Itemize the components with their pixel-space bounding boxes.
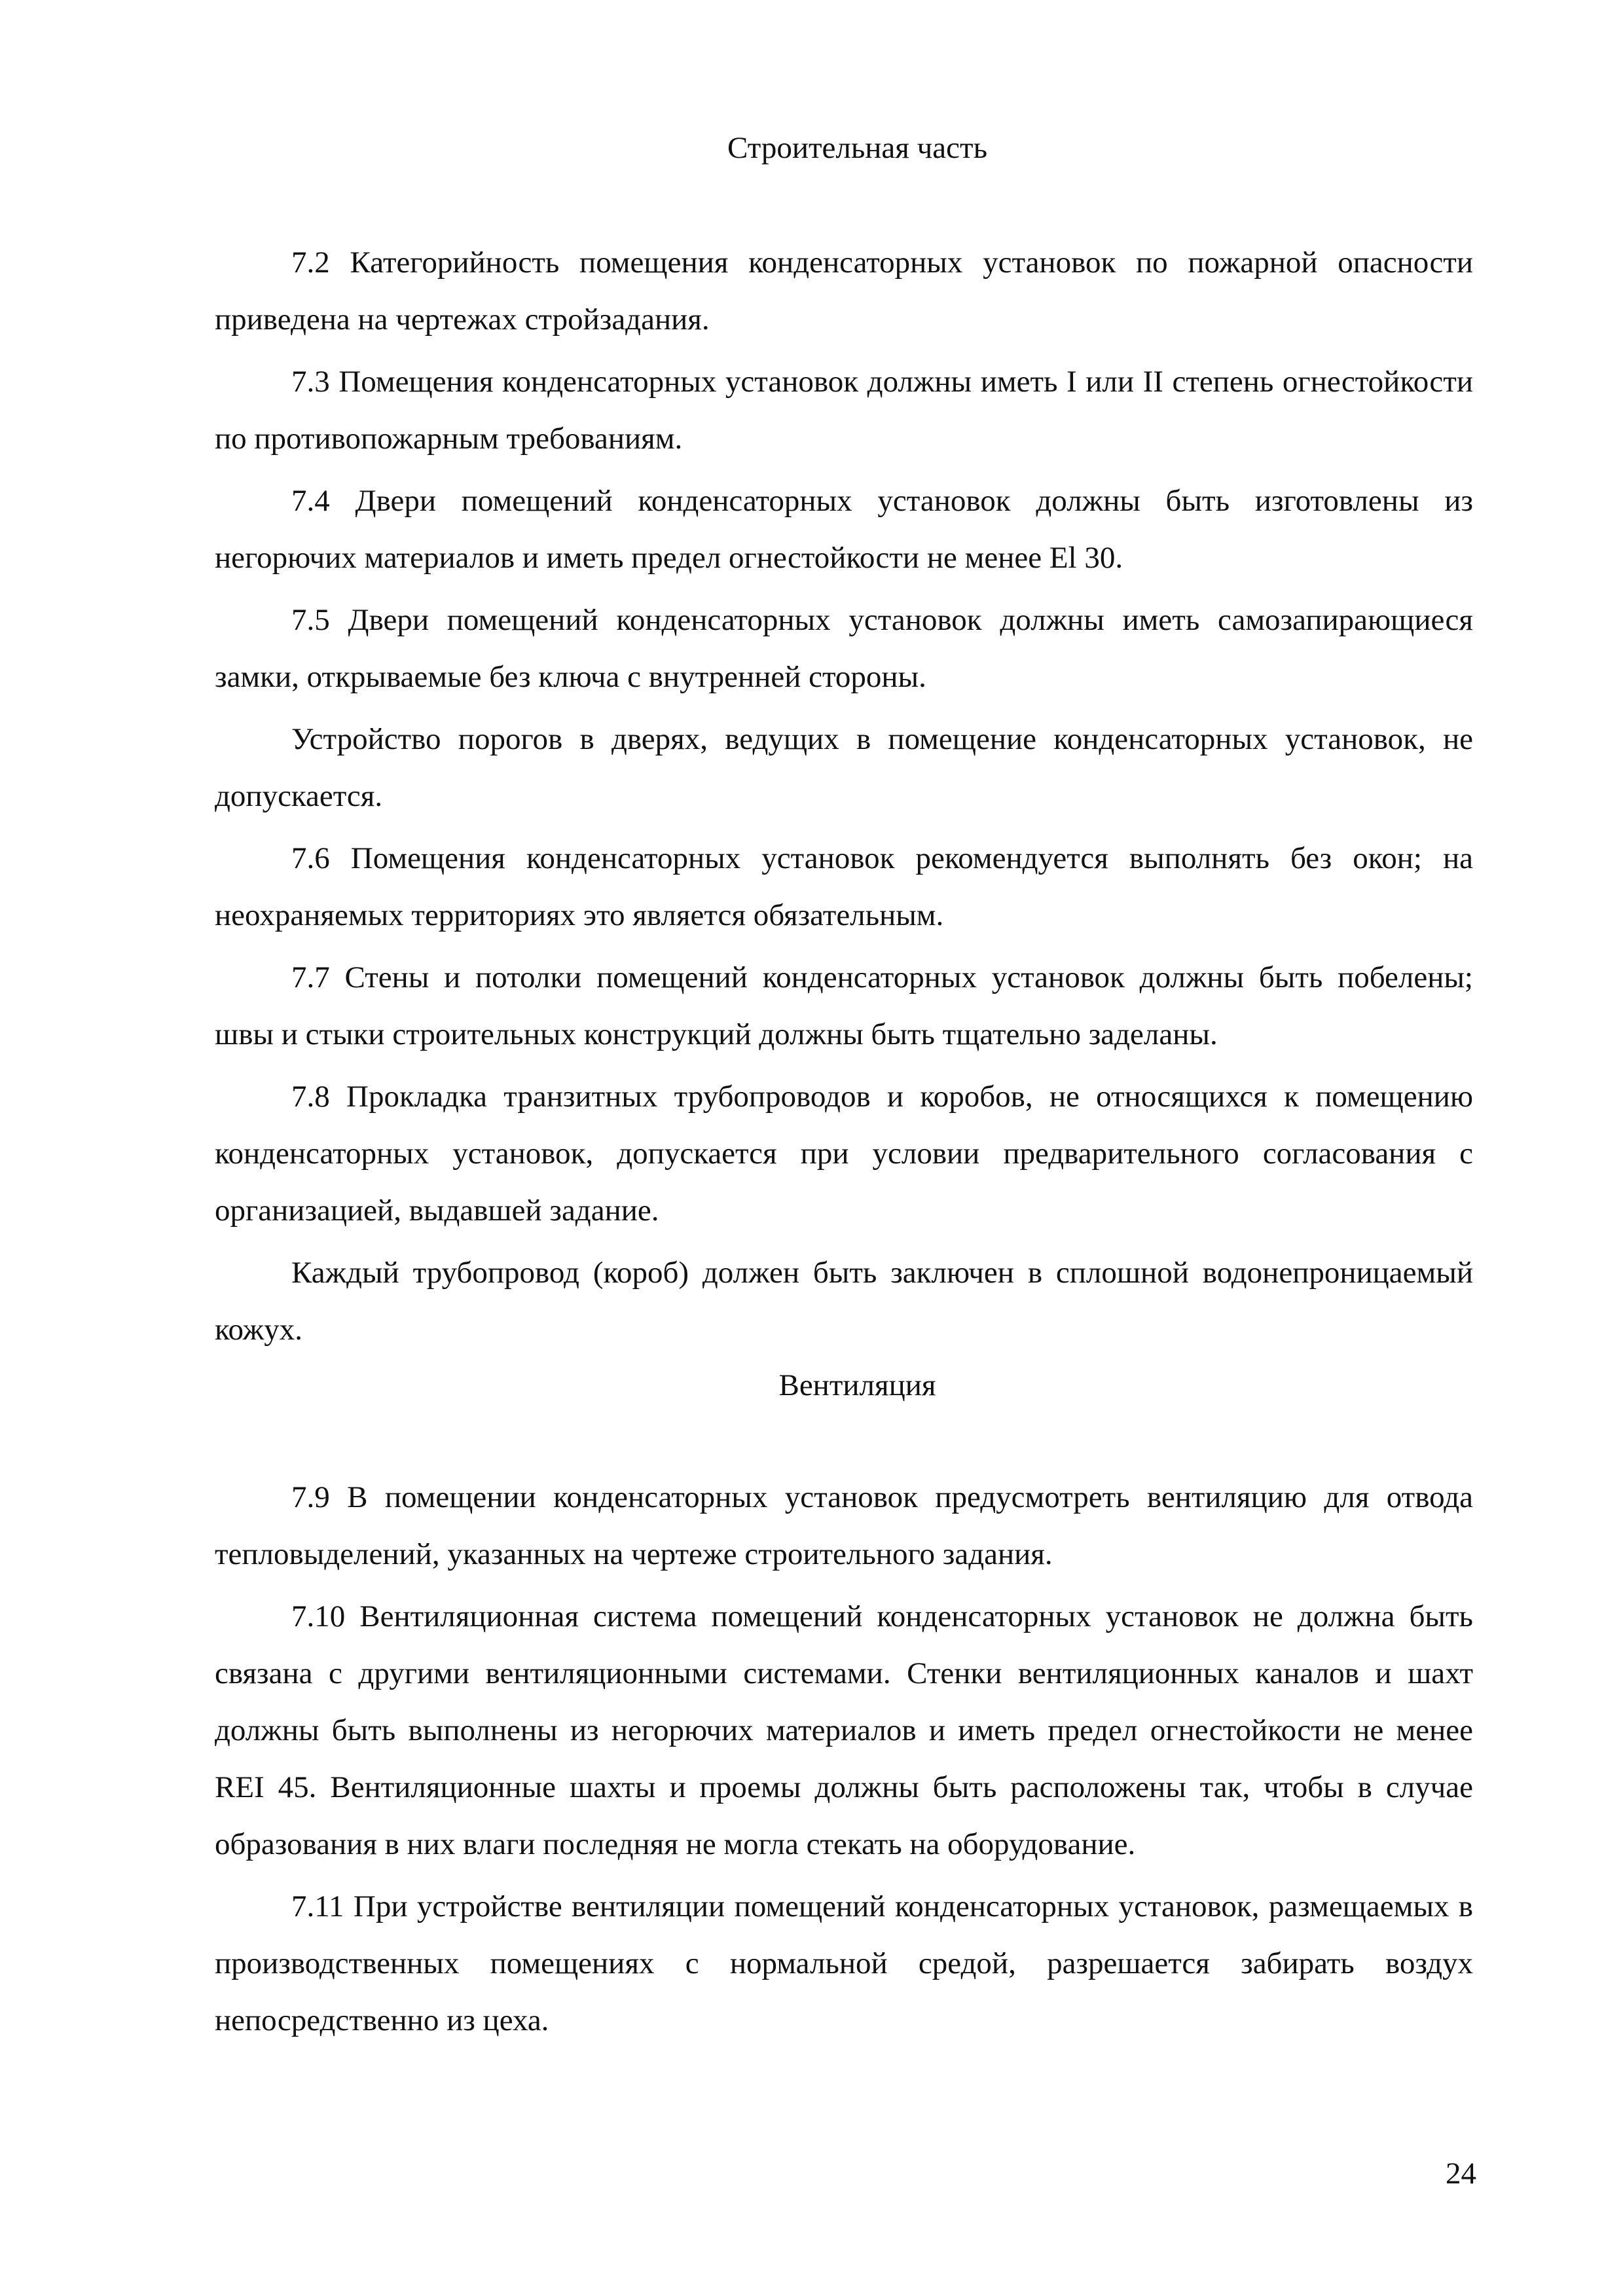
paragraph-7-7: 7.7 Стены и потолки помещений конденсаторных установок должны быть побелены; швы и стыки строительных конструкций должны быть тщательно заделаны. [215,960,1473,1051]
paragraph-7-11: 7.11 При устройстве вентиляции помещений конденсаторных установок, размещаемых в производственных помещениях с нормальной средой, разрешается забирать воздух непосредственно из цеха. [215,1889,1473,2037]
paragraph-7-5: 7.5 Двери помещений конденсаторных установок должны иметь самозапирающиеся замки, открываемые без ключа с внутренней стороны. [215,603,1473,694]
paragraph-7-9: 7.9 В помещении конденсаторных установок предусмотреть вентиляцию для отвода тепловыделений, указанных на чертеже строительного задания. [215,1480,1473,1571]
paragraph-7-5-thresholds: Устройство порогов в дверях, ведущих в помещение конденсаторных установок, не допускается. [215,722,1473,813]
paragraph-7-10: 7.10 Вентиляционная система помещений конденсаторных установок не должна быть связана с другими вентиляционными системами. Стенки вентиляционных каналов и шахт должны быть выполнены из негорючих материалов и иметь предел огнестойкости не менее REI 45. Вентиляционные шахты и проемы должны быть расположены так, чтобы в случае образования в них влаги последняя не могла стекать на оборудование. [215,1599,1473,1861]
paragraph-7-4: 7.4 Двери помещений конденсаторных установок должны быть изготовлены из негорючих материалов и иметь предел огнестойкости не менее El 30. [215,484,1473,575]
ventilation-section [215,1469,1473,2054]
building-section [215,234,1473,1364]
paragraph-7-6: 7.6 Помещения конденсаторных установок рекомендуется выполнять без окон; на неохраняемых территориях это является обязательным. [215,841,1473,932]
section-title-ventilation: Вентиляция [778,1368,936,1402]
section-title-building: Строительная часть [727,131,987,165]
paragraph-7-8: 7.8 Прокладка транзитных трубопроводов и коробов, не относящихся к помещению конденсаторных установок, допускается при условии предварительного согласования с организацией, выдавшей задание. [215,1080,1473,1228]
page-number: 24 [1446,2157,1476,2191]
paragraph-7-3: 7.3 Помещения конденсаторных установок должны иметь I или II степень огнестойкости по противопожарным требованиям. [215,365,1473,456]
paragraph-7-8-casing: Каждый трубопровод (короб) должен быть заключен в сплошной водонепроницаемый кожух. [215,1256,1473,1347]
paragraph-7-2: 7.2 Категорийность помещения конденсаторных установок по пожарной опасности приведена на чертежах стройзадания. [215,246,1473,337]
